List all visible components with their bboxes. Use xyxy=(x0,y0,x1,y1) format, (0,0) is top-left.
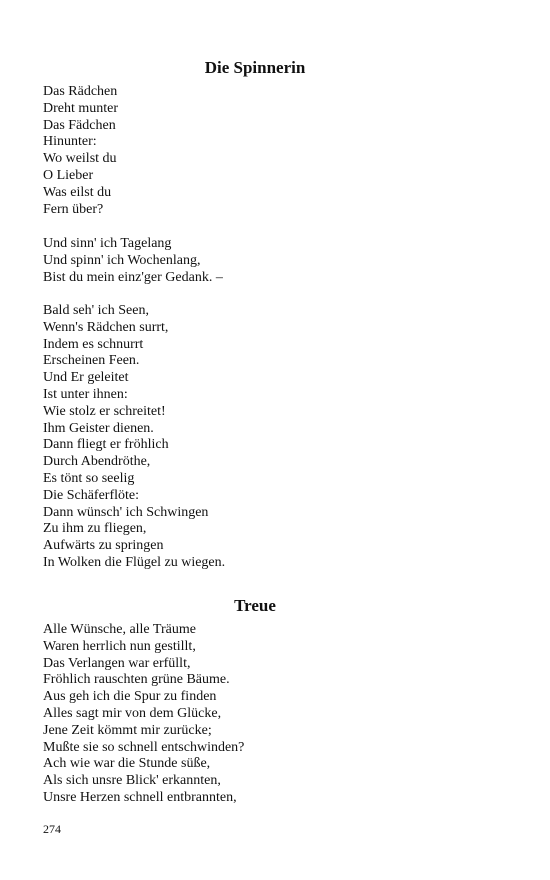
stanza-1 xyxy=(43,84,503,218)
verse-line: O Lieber xyxy=(43,167,94,183)
verse-line: Als sich unsre Blick' erkannten, xyxy=(43,773,221,789)
verse-line: Alle Wünsche, alle Träume xyxy=(43,622,196,637)
verse-line: Aus geh ich die Spur zu finden xyxy=(43,689,217,705)
verse-line: Bald seh' ich Seen, xyxy=(43,303,149,318)
verse-line: Ach wie war die Stunde süße, xyxy=(43,756,211,772)
stanza-3 xyxy=(43,303,503,572)
stanza-4 xyxy=(43,622,503,807)
verse-line: Dann wünsch' ich Schwingen xyxy=(43,504,209,520)
verse-line: Ihm Geister dienen. xyxy=(43,420,154,436)
verse-line: Das Rädchen xyxy=(43,84,118,99)
verse-line: Waren herrlich nun gestillt, xyxy=(43,638,196,654)
verse-line: Indem es schnurrt xyxy=(43,336,144,352)
poem-title-die-spinnerin: Die Spinnerin xyxy=(204,58,306,77)
verse-line: Dreht munter xyxy=(43,100,119,116)
verse-line: Unsre Herzen schnell entbrannten, xyxy=(43,789,237,805)
verse-line: Bist du mein einz'ger Gedank. – xyxy=(43,269,223,285)
verse-line: Aufwärts zu springen xyxy=(43,538,164,554)
verse-line: Es tönt so seelig xyxy=(43,470,135,486)
verse-line: Zu ihm zu fliegen, xyxy=(43,521,147,537)
verse-line: Was eilst du xyxy=(43,184,112,200)
verse-line: Wie stolz er schreitet! xyxy=(43,403,166,419)
verse-line: Durch Abendröthe, xyxy=(43,454,151,470)
verse-line: Und sinn' ich Tagelang xyxy=(43,236,172,251)
verse-line: Und Er geleitet xyxy=(43,370,129,386)
verse-line: Fröhlich rauschten grüne Bäume. xyxy=(43,672,230,688)
verse-line: Die Schäferflöte: xyxy=(43,487,140,503)
verse-line: Erscheinen Feen. xyxy=(43,353,140,369)
verse-line: Hinunter: xyxy=(43,134,97,150)
verse-line: Das Fädchen xyxy=(43,117,116,133)
verse-line: Mußte sie so schnell entschwinden? xyxy=(43,739,245,755)
verse-line: Jene Zeit kömmt mir zurücke; xyxy=(43,722,212,738)
verse-line: Dann fliegt er fröhlich xyxy=(43,437,169,453)
verse-line: Wo weilst du xyxy=(43,151,117,167)
verse-line: In Wolken die Flügel zu wiegen. xyxy=(43,554,226,570)
poem-title-treue: Treue xyxy=(234,596,276,615)
verse-line: Und spinn' ich Wochenlang, xyxy=(43,252,201,268)
stanza-2 xyxy=(43,236,503,286)
verse-line: Ist unter ihnen: xyxy=(43,386,128,402)
verse-line: Fern über? xyxy=(43,201,104,217)
verse-line: Wenn's Rädchen surrt, xyxy=(43,319,169,335)
verse-line: Alles sagt mir von dem Glücke, xyxy=(43,705,222,721)
page-number: 274 xyxy=(43,822,61,836)
verse-line: Das Verlangen war erfüllt, xyxy=(43,655,191,671)
